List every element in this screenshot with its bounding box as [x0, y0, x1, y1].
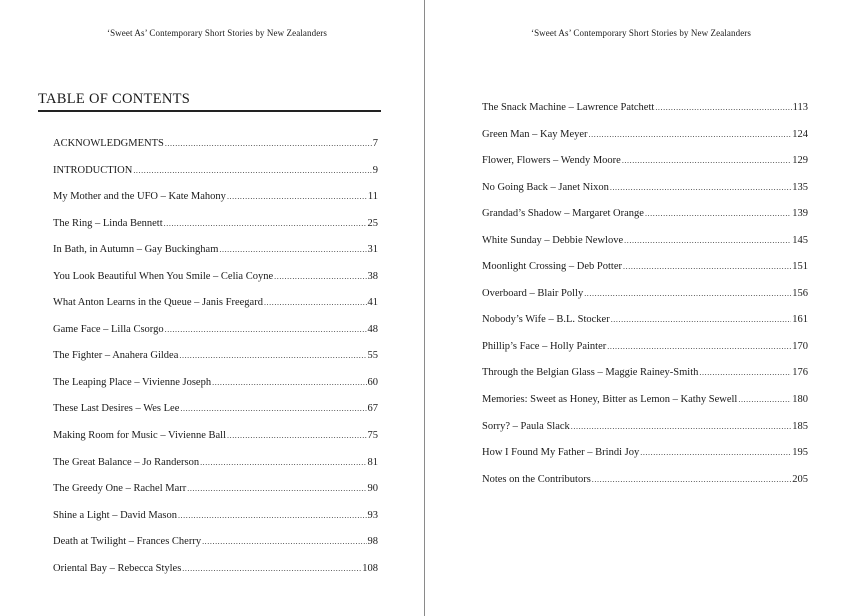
toc-entry [53, 376, 378, 403]
toc-entry-label: Notes on the Contributors [482, 473, 591, 485]
toc-entry [53, 349, 378, 376]
toc-entry-label: What Anton Learns in the Queue – Janis Freegard [53, 297, 263, 309]
dot-leader [180, 402, 366, 416]
toc-entry-label: White Sunday – Debbie Newlove [482, 234, 624, 246]
toc-entry-page-number: 11 [367, 191, 378, 203]
toc-entry [482, 234, 808, 261]
dot-leader [200, 456, 366, 470]
toc-entry-page-number: 113 [792, 102, 808, 113]
toc-entry-page-number: 135 [792, 181, 808, 193]
toc-list [482, 101, 808, 499]
dot-leader [623, 260, 791, 274]
toc-entry-page-number: 180 [792, 394, 808, 406]
toc-entry-label: The Fighter – Anahera Gildea [53, 350, 179, 362]
toc-entry-page-number: 139 [792, 208, 808, 220]
toc-entry [482, 393, 808, 420]
toc-entry-label: You Look Beautiful When You Smile – Celia Coyne [53, 270, 274, 282]
dot-leader [592, 473, 791, 487]
toc-entry [482, 101, 808, 128]
toc-entry-page-number: 75 [367, 430, 378, 442]
toc-entry [482, 313, 808, 340]
toc-entry-label: Oriental Bay – Rebecca Styles [53, 562, 182, 574]
toc-entry-page-number: 25 [367, 217, 378, 229]
toc-entry-label: The Leaping Place – Vivienne Joseph [53, 376, 212, 388]
toc-entry [53, 164, 378, 191]
toc-entry-label: The Ring – Linda Bennett [53, 217, 163, 229]
toc-entry [482, 420, 808, 447]
dot-leader [264, 296, 367, 310]
toc-entry-page-number: 7 [372, 138, 378, 149]
toc-entry-page-number: 145 [792, 234, 808, 246]
toc-entry-page-number: 60 [367, 376, 378, 388]
toc-entry [53, 509, 378, 536]
dot-leader [622, 154, 791, 168]
toc-entry-page-number: 195 [792, 447, 808, 459]
dot-leader [571, 420, 791, 434]
dot-leader [179, 349, 366, 363]
toc-entry [53, 190, 378, 217]
dot-leader [645, 207, 791, 221]
toc-entry-page-number: 124 [792, 128, 808, 140]
dot-leader [738, 393, 791, 407]
toc-entry [482, 207, 808, 234]
toc-entry-page-number: 156 [792, 287, 808, 299]
toc-entry-label: Game Face – Lilla Csorgo [53, 323, 164, 335]
dot-leader [133, 164, 371, 178]
toc-entry-label: My Mother and the UFO – Kate Mahony [53, 191, 226, 203]
dot-leader [589, 128, 792, 142]
dot-leader [227, 429, 367, 443]
dot-leader [607, 340, 791, 354]
toc-entry-label: How I Found My Father – Brindi Joy [482, 447, 640, 459]
toc-entry-page-number: 90 [367, 483, 378, 495]
dot-leader [165, 137, 372, 151]
toc-entry [482, 287, 808, 314]
toc-entry-label: Sorry? – Paula Slack [482, 420, 570, 432]
running-head: ‘Sweet As’ Contemporary Short Stories by New Zealanders [530, 28, 752, 38]
toc-entry-page-number: 48 [367, 323, 378, 335]
dot-leader [212, 376, 366, 390]
toc-entry [482, 181, 808, 208]
toc-entry-label: Overboard – Blair Polly [482, 287, 584, 299]
toc-entry-page-number: 161 [792, 314, 808, 326]
toc-entry-page-number: 31 [367, 244, 378, 256]
toc-entry-page-number: 129 [792, 155, 808, 167]
dot-leader [202, 535, 366, 549]
toc-entry-label: ACKNOWLEDGMENTS [53, 138, 164, 149]
dot-leader [655, 101, 791, 115]
running-head: ‘Sweet As’ Contemporary Short Stories by New Zealanders [106, 28, 328, 38]
toc-entry-label: No Going Back – Janet Nixon [482, 181, 609, 193]
toc-entry [53, 482, 378, 509]
dot-leader [164, 217, 367, 231]
toc-entry [482, 473, 808, 500]
toc-entry-label: Memories: Sweet as Honey, Bitter as Lemon – Kathy Sewell [482, 394, 738, 406]
toc-entry-page-number: 151 [792, 261, 808, 273]
right-page [425, 0, 867, 616]
toc-entry-label: The Great Balance – Jo Randerson [53, 456, 200, 468]
toc-entry [53, 402, 378, 429]
toc-entry-label: In Bath, in Autumn – Gay Buckingham [53, 244, 219, 256]
toc-entry-page-number: 108 [362, 562, 378, 574]
toc-entry [482, 154, 808, 181]
toc-entry-label: Phillip’s Face – Holly Painter [482, 340, 607, 352]
toc-entry-label: Death at Twilight – Frances Cherry [53, 536, 202, 548]
toc-entry-page-number: 55 [367, 350, 378, 362]
toc-entry [53, 296, 378, 323]
toc-entry [53, 137, 378, 164]
toc-entry-page-number: 41 [367, 297, 378, 309]
toc-entry-page-number: 176 [792, 367, 808, 379]
toc-entry-label: Green Man – Kay Meyer [482, 128, 588, 140]
toc-entry-label: Shine a Light – David Mason [53, 509, 177, 521]
toc-entry [53, 562, 378, 589]
toc-entry-label: The Snack Machine – Lawrence Patchett [482, 102, 655, 113]
dot-leader [219, 243, 366, 257]
toc-title: TABLE OF CONTENTS [38, 91, 381, 112]
toc-entry [482, 260, 808, 287]
dot-leader [182, 562, 361, 576]
toc-entry-page-number: 81 [367, 456, 378, 468]
toc-entry-label: Nobody’s Wife – B.L. Stocker [482, 314, 610, 326]
toc-entry [53, 429, 378, 456]
dot-leader [274, 270, 366, 284]
toc-entry [482, 340, 808, 367]
toc-entry [53, 323, 378, 350]
toc-entry [53, 270, 378, 297]
dot-leader [165, 323, 367, 337]
dot-leader [187, 482, 366, 496]
left-page [0, 0, 424, 616]
toc-entry-label: Grandad’s Shadow – Margaret Orange [482, 208, 644, 220]
toc-entry [482, 128, 808, 155]
toc-entry-label: Flower, Flowers – Wendy Moore [482, 155, 621, 167]
toc-entry-label: Through the Belgian Glass – Maggie Rainey-Smith [482, 367, 699, 379]
dot-leader [624, 234, 791, 248]
dot-leader [699, 366, 791, 380]
toc-list [53, 137, 378, 588]
toc-entry-page-number: 170 [792, 340, 808, 352]
dot-leader [610, 181, 791, 195]
toc-entry-page-number: 67 [367, 403, 378, 415]
dot-leader [611, 313, 792, 327]
toc-entry [53, 535, 378, 562]
toc-entry-label: INTRODUCTION [53, 164, 133, 176]
toc-entry-label: Moonlight Crossing – Deb Potter [482, 261, 623, 273]
toc-entry [482, 446, 808, 473]
toc-entry-page-number: 93 [367, 509, 378, 521]
toc-entry-page-number: 98 [367, 536, 378, 548]
dot-leader [584, 287, 791, 301]
toc-entry-label: Making Room for Music – Vivienne Ball [53, 430, 226, 442]
toc-entry [482, 366, 808, 393]
dot-leader [178, 509, 367, 523]
toc-entry [53, 217, 378, 244]
dot-leader [227, 190, 367, 204]
toc-entry-page-number: 205 [792, 473, 808, 485]
toc-entry-page-number: 185 [792, 420, 808, 432]
toc-entry-page-number: 38 [367, 270, 378, 282]
toc-entry-label: These Last Desires – Wes Lee [53, 403, 180, 415]
dot-leader [640, 446, 791, 460]
toc-entry-page-number: 9 [372, 164, 378, 176]
toc-entry-label: The Greedy One – Rachel Marr [53, 483, 187, 495]
toc-entry [53, 243, 378, 270]
toc-entry [53, 456, 378, 483]
